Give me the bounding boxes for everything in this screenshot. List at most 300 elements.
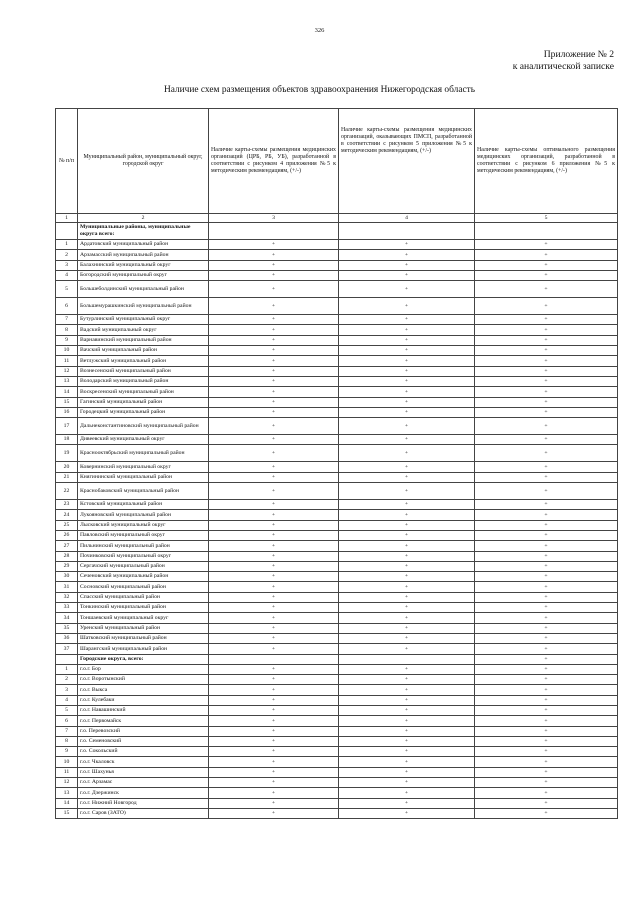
- table-row: [56, 483, 618, 500]
- scheme-fig5-mark: +: [339, 462, 475, 472]
- municipality-name: Лукояновский муниципальный район: [78, 510, 209, 520]
- table-row: [56, 767, 618, 777]
- column-number: 1: [56, 214, 78, 223]
- table-row: [56, 270, 618, 280]
- scheme-fig6-mark: +: [475, 736, 618, 746]
- header-municipality: Муниципальный район, муниципальный округ, городской округ: [78, 109, 209, 214]
- row-number: 14: [56, 387, 78, 397]
- row-number: 12: [56, 778, 78, 788]
- scheme-fig6-mark: +: [475, 346, 618, 356]
- healthcare-schemes-table: [55, 108, 618, 819]
- row-number: 10: [56, 757, 78, 767]
- scheme-fig5-mark: +: [339, 281, 475, 298]
- document-title: Наличие схем размещения объектов здравоохранения Нижегородская область: [163, 85, 476, 95]
- row-number: 26: [56, 530, 78, 540]
- row-number: 13: [56, 376, 78, 386]
- municipality-name: г.о.г. Дзержинск: [78, 788, 209, 798]
- scheme-fig5-mark: +: [339, 592, 475, 602]
- municipality-name: Кстовский муниципальный район: [78, 500, 209, 510]
- table-row: [56, 407, 618, 417]
- scheme-fig4-mark: +: [209, 798, 339, 808]
- scheme-fig5-mark: +: [339, 315, 475, 325]
- scheme-fig4-mark: +: [209, 705, 339, 715]
- table-row: [56, 346, 618, 356]
- municipality-name: Большеболдинский муниципальный район: [78, 281, 209, 298]
- row-number: 36: [56, 633, 78, 643]
- municipality-name: Спасский муниципальный район: [78, 592, 209, 602]
- scheme-fig4-mark: +: [209, 356, 339, 366]
- scheme-fig4-mark: +: [209, 407, 339, 417]
- table-row: [56, 664, 618, 674]
- table-row: [56, 561, 618, 571]
- scheme-fig5-mark: +: [339, 483, 475, 500]
- scheme-fig6-mark: +: [475, 644, 618, 654]
- scheme-fig5-mark: +: [339, 472, 475, 482]
- table-row: [56, 685, 618, 695]
- scheme-fig6-mark: [475, 223, 618, 240]
- scheme-fig4-mark: +: [209, 778, 339, 788]
- row-number: 28: [56, 551, 78, 561]
- scheme-fig4-mark: +: [209, 510, 339, 520]
- scheme-fig4-mark: +: [209, 472, 339, 482]
- column-number: 3: [209, 214, 339, 223]
- municipality-name: Сергачский муниципальный район: [78, 561, 209, 571]
- scheme-fig4-mark: +: [209, 582, 339, 592]
- scheme-fig4-mark: +: [209, 757, 339, 767]
- scheme-fig5-mark: +: [339, 644, 475, 654]
- row-number: 5: [56, 281, 78, 298]
- scheme-fig5-mark: +: [339, 500, 475, 510]
- table-row: [56, 397, 618, 407]
- scheme-fig6-mark: +: [475, 240, 618, 250]
- row-number: 10: [56, 346, 78, 356]
- scheme-fig6-mark: +: [475, 675, 618, 685]
- scheme-fig6-mark: +: [475, 510, 618, 520]
- scheme-fig6-mark: +: [475, 633, 618, 643]
- table-row: [56, 747, 618, 757]
- scheme-fig5-mark: +: [339, 240, 475, 250]
- table-row: [56, 356, 618, 366]
- column-number: 2: [78, 214, 209, 223]
- table-header-row: [56, 109, 618, 214]
- scheme-fig6-mark: +: [475, 757, 618, 767]
- scheme-fig6-mark: +: [475, 561, 618, 571]
- municipality-name: Ардатовский муниципальный район: [78, 240, 209, 250]
- scheme-fig6-mark: +: [475, 613, 618, 623]
- row-number: 16: [56, 407, 78, 417]
- table-row: [56, 281, 618, 298]
- table-row: [56, 520, 618, 530]
- scheme-fig4-mark: +: [209, 736, 339, 746]
- scheme-fig5-mark: +: [339, 435, 475, 445]
- table-row: [56, 623, 618, 633]
- scheme-fig4-mark: +: [209, 397, 339, 407]
- table-row: [56, 705, 618, 715]
- scheme-fig4-mark: +: [209, 644, 339, 654]
- row-number: [56, 654, 78, 664]
- row-number: 12: [56, 366, 78, 376]
- scheme-fig4-mark: +: [209, 500, 339, 510]
- scheme-fig4-mark: +: [209, 240, 339, 250]
- scheme-fig5-mark: +: [339, 613, 475, 623]
- scheme-fig5-mark: +: [339, 335, 475, 345]
- row-number: 34: [56, 613, 78, 623]
- municipality-name: г.о.г. Арзамас: [78, 778, 209, 788]
- scheme-fig5-mark: +: [339, 788, 475, 798]
- scheme-fig5-mark: +: [339, 633, 475, 643]
- scheme-fig6-mark: +: [475, 798, 618, 808]
- municipality-name: Володарский муниципальный район: [78, 376, 209, 386]
- municipality-name: г.о.г. Чкаловск: [78, 757, 209, 767]
- scheme-fig5-mark: +: [339, 726, 475, 736]
- scheme-fig4-mark: +: [209, 462, 339, 472]
- scheme-fig5-mark: +: [339, 366, 475, 376]
- scheme-fig5-mark: +: [339, 376, 475, 386]
- row-number: 9: [56, 335, 78, 345]
- scheme-fig6-mark: +: [475, 315, 618, 325]
- municipality-name: Вознесенский муниципальный район: [78, 366, 209, 376]
- scheme-fig5-mark: +: [339, 520, 475, 530]
- row-number: 3: [56, 685, 78, 695]
- table-row: [56, 472, 618, 482]
- header-number: № п/п: [56, 109, 78, 214]
- row-number: 6: [56, 298, 78, 315]
- municipality-name: г.о.г. Первомайск: [78, 716, 209, 726]
- scheme-fig5-mark: +: [339, 798, 475, 808]
- row-number: 2: [56, 250, 78, 260]
- row-number: 37: [56, 644, 78, 654]
- scheme-fig5-mark: +: [339, 582, 475, 592]
- table-row: [56, 541, 618, 551]
- scheme-fig4-mark: +: [209, 260, 339, 270]
- scheme-fig6-mark: +: [475, 788, 618, 798]
- scheme-fig6-mark: +: [475, 435, 618, 445]
- scheme-fig6-mark: +: [475, 685, 618, 695]
- row-number: 13: [56, 788, 78, 798]
- table-row: [56, 633, 618, 643]
- scheme-fig5-mark: +: [339, 356, 475, 366]
- municipality-name: Тоншаевский муниципальный округ: [78, 613, 209, 623]
- scheme-fig5-mark: +: [339, 736, 475, 746]
- scheme-fig6-mark: +: [475, 366, 618, 376]
- scheme-fig6-mark: +: [475, 716, 618, 726]
- row-number: 18: [56, 435, 78, 445]
- municipality-name: Варнавинский муниципальный район: [78, 335, 209, 345]
- scheme-fig4-mark: +: [209, 520, 339, 530]
- table-row: [56, 716, 618, 726]
- row-number: 7: [56, 315, 78, 325]
- scheme-fig6-mark: +: [475, 705, 618, 715]
- scheme-fig6-mark: +: [475, 335, 618, 345]
- scheme-fig6-mark: +: [475, 695, 618, 705]
- scheme-fig6-mark: +: [475, 250, 618, 260]
- table-row: [56, 757, 618, 767]
- scheme-fig5-mark: +: [339, 387, 475, 397]
- scheme-fig6-mark: +: [475, 778, 618, 788]
- municipality-name: Краснобаковский муниципальный район: [78, 483, 209, 500]
- row-number: 22: [56, 483, 78, 500]
- municipality-name: Пильнинский муниципальный район: [78, 541, 209, 551]
- table-row: [56, 603, 618, 613]
- municipality-name: Городецкий муниципальный район: [78, 407, 209, 417]
- row-number: 20: [56, 462, 78, 472]
- column-numbers-row: [56, 214, 618, 223]
- scheme-fig4-mark: +: [209, 623, 339, 633]
- municipality-name: Шарангский муниципальный район: [78, 644, 209, 654]
- scheme-fig4-mark: +: [209, 716, 339, 726]
- scheme-fig6-mark: +: [475, 407, 618, 417]
- scheme-fig5-mark: +: [339, 418, 475, 435]
- scheme-fig4-mark: +: [209, 281, 339, 298]
- municipality-name: Вачский муниципальный район: [78, 346, 209, 356]
- scheme-fig6-mark: +: [475, 654, 618, 664]
- header-scheme-fig5: Наличие карты-схемы размещения медицинских организаций, оказывающих ПМСП, разработанной в соответствии с рисунком 5 приложения №5 к методическим рекомендациям, (+/-): [339, 109, 475, 214]
- table-row: [56, 435, 618, 445]
- scheme-fig5-mark: +: [339, 346, 475, 356]
- scheme-fig5-mark: +: [339, 695, 475, 705]
- scheme-fig4-mark: +: [209, 483, 339, 500]
- row-number: 3: [56, 260, 78, 270]
- scheme-fig5-mark: +: [339, 510, 475, 520]
- scheme-fig4-mark: +: [209, 613, 339, 623]
- municipality-name: Бутурлинский муниципальный округ: [78, 315, 209, 325]
- table-row: [56, 298, 618, 315]
- municipality-name: Лысковский муниципальный округ: [78, 520, 209, 530]
- municipality-name: г.о.г. Саров (ЗАТО): [78, 808, 209, 818]
- scheme-fig4-mark: +: [209, 530, 339, 540]
- scheme-fig6-mark: +: [475, 500, 618, 510]
- appendix-reference: [513, 49, 614, 73]
- scheme-fig4-mark: +: [209, 572, 339, 582]
- scheme-fig5-mark: +: [339, 270, 475, 280]
- table-row: [56, 376, 618, 386]
- scheme-fig6-mark: +: [475, 281, 618, 298]
- scheme-fig6-mark: +: [475, 767, 618, 777]
- table-row: [56, 736, 618, 746]
- scheme-fig4-mark: +: [209, 808, 339, 818]
- municipality-name: Уренский муниципальный район: [78, 623, 209, 633]
- scheme-fig6-mark: +: [475, 582, 618, 592]
- table-row: [56, 808, 618, 818]
- row-number: 7: [56, 726, 78, 736]
- scheme-fig6-mark: +: [475, 747, 618, 757]
- scheme-fig4-mark: +: [209, 561, 339, 571]
- scheme-fig5-mark: +: [339, 778, 475, 788]
- municipality-name: Воскресенский муниципальный район: [78, 387, 209, 397]
- scheme-fig5-mark: +: [339, 397, 475, 407]
- scheme-fig6-mark: +: [475, 270, 618, 280]
- scheme-fig6-mark: +: [475, 530, 618, 540]
- row-number: 6: [56, 716, 78, 726]
- table-row: [56, 788, 618, 798]
- column-number: 4: [339, 214, 475, 223]
- municipality-name: Ковернинский муниципальный округ: [78, 462, 209, 472]
- table-row: [56, 445, 618, 462]
- table-row: [56, 387, 618, 397]
- scheme-fig4-mark: +: [209, 376, 339, 386]
- row-number: 1: [56, 240, 78, 250]
- scheme-fig6-mark: +: [475, 572, 618, 582]
- municipality-name: Муниципальные районы, муниципальные округа всего:: [78, 223, 209, 240]
- scheme-fig5-mark: +: [339, 530, 475, 540]
- row-number: 23: [56, 500, 78, 510]
- scheme-fig6-mark: +: [475, 418, 618, 435]
- row-number: 5: [56, 705, 78, 715]
- table-section-row: [56, 223, 618, 240]
- scheme-fig5-mark: +: [339, 325, 475, 335]
- scheme-fig5-mark: +: [339, 603, 475, 613]
- table-row: [56, 695, 618, 705]
- scheme-fig5-mark: +: [339, 561, 475, 571]
- scheme-fig5-mark: +: [339, 685, 475, 695]
- scheme-fig6-mark: +: [475, 325, 618, 335]
- scheme-fig4-mark: +: [209, 366, 339, 376]
- table-row: [56, 798, 618, 808]
- scheme-fig4-mark: +: [209, 346, 339, 356]
- scheme-fig6-mark: +: [475, 445, 618, 462]
- row-number: 33: [56, 603, 78, 613]
- municipality-name: г.о.г. Нижний Новгород: [78, 798, 209, 808]
- municipality-name: г.о. Перевозский: [78, 726, 209, 736]
- scheme-fig5-mark: +: [339, 757, 475, 767]
- scheme-fig5-mark: +: [339, 260, 475, 270]
- row-number: 1: [56, 664, 78, 674]
- row-number: 4: [56, 270, 78, 280]
- column-number: 5: [475, 214, 618, 223]
- scheme-fig5-mark: +: [339, 675, 475, 685]
- scheme-fig6-mark: +: [475, 726, 618, 736]
- municipality-name: Большемурашкинский муниципальный район: [78, 298, 209, 315]
- row-number: 17: [56, 418, 78, 435]
- scheme-fig6-mark: +: [475, 397, 618, 407]
- row-number: 9: [56, 747, 78, 757]
- table-row: [56, 250, 618, 260]
- scheme-fig5-mark: +: [339, 664, 475, 674]
- scheme-fig6-mark: +: [475, 298, 618, 315]
- scheme-fig5-mark: +: [339, 623, 475, 633]
- scheme-fig6-mark: +: [475, 808, 618, 818]
- scheme-fig4-mark: +: [209, 270, 339, 280]
- table-row: [56, 675, 618, 685]
- municipality-name: Сосновский муниципальный район: [78, 582, 209, 592]
- row-number: 8: [56, 736, 78, 746]
- table-row: [56, 644, 618, 654]
- row-number: 11: [56, 356, 78, 366]
- table-row: [56, 418, 618, 435]
- scheme-fig6-mark: +: [475, 356, 618, 366]
- scheme-fig5-mark: [339, 223, 475, 240]
- scheme-fig4-mark: +: [209, 726, 339, 736]
- appendix-line-1: Приложение № 2: [543, 49, 614, 60]
- row-number: 29: [56, 561, 78, 571]
- page-number: 326: [314, 27, 325, 34]
- scheme-fig6-mark: +: [475, 541, 618, 551]
- row-number: 19: [56, 445, 78, 462]
- scheme-fig5-mark: +: [339, 551, 475, 561]
- scheme-fig4-mark: +: [209, 387, 339, 397]
- scheme-fig4-mark: +: [209, 315, 339, 325]
- municipality-name: Ветлужский муниципальный район: [78, 356, 209, 366]
- scheme-fig4-mark: +: [209, 603, 339, 613]
- municipality-name: г.о.г. Навашинский: [78, 705, 209, 715]
- municipality-name: Шатковский муниципальный район: [78, 633, 209, 643]
- municipality-name: Дивеевский муниципальный округ: [78, 435, 209, 445]
- municipality-name: Тонкинский муниципальный район: [78, 603, 209, 613]
- row-number: 4: [56, 695, 78, 705]
- row-number: 31: [56, 582, 78, 592]
- row-number: 30: [56, 572, 78, 582]
- scheme-fig4-mark: +: [209, 788, 339, 798]
- scheme-fig6-mark: +: [475, 260, 618, 270]
- scheme-fig4-mark: +: [209, 747, 339, 757]
- scheme-fig5-mark: +: [339, 572, 475, 582]
- scheme-fig6-mark: +: [475, 387, 618, 397]
- municipality-name: Павловский муниципальный округ: [78, 530, 209, 540]
- municipality-name: г.о.г. Бор: [78, 664, 209, 674]
- scheme-fig4-mark: +: [209, 541, 339, 551]
- scheme-fig6-mark: +: [475, 664, 618, 674]
- scheme-fig6-mark: +: [475, 472, 618, 482]
- scheme-fig6-mark: +: [475, 376, 618, 386]
- municipality-name: Краснооктябрьский муниципальный район: [78, 445, 209, 462]
- scheme-fig4-mark: +: [209, 298, 339, 315]
- row-number: 24: [56, 510, 78, 520]
- table-row: [56, 315, 618, 325]
- scheme-fig5-mark: +: [339, 250, 475, 260]
- scheme-fig4-mark: +: [209, 435, 339, 445]
- table-row: [56, 551, 618, 561]
- row-number: 15: [56, 397, 78, 407]
- table-row: [56, 260, 618, 270]
- municipality-name: Починковский муниципальный округ: [78, 551, 209, 561]
- table-row: [56, 240, 618, 250]
- scheme-fig4-mark: +: [209, 685, 339, 695]
- scheme-fig6-mark: +: [475, 462, 618, 472]
- scheme-fig5-mark: +: [339, 705, 475, 715]
- row-number: 2: [56, 675, 78, 685]
- row-number: 25: [56, 520, 78, 530]
- row-number: [56, 223, 78, 240]
- scheme-fig5-mark: +: [339, 541, 475, 551]
- table-row: [56, 530, 618, 540]
- municipality-name: Арзамасский муниципальный район: [78, 250, 209, 260]
- scheme-fig6-mark: +: [475, 483, 618, 500]
- scheme-fig4-mark: [209, 654, 339, 664]
- table-row: [56, 582, 618, 592]
- municipality-name: Богородский муниципальный округ: [78, 270, 209, 280]
- scheme-fig5-mark: +: [339, 407, 475, 417]
- scheme-fig4-mark: +: [209, 250, 339, 260]
- scheme-fig6-mark: +: [475, 603, 618, 613]
- scheme-fig5-mark: +: [339, 298, 475, 315]
- municipality-name: г.о.г. Кулебаки: [78, 695, 209, 705]
- scheme-fig4-mark: +: [209, 767, 339, 777]
- row-number: 27: [56, 541, 78, 551]
- table-row: [56, 500, 618, 510]
- scheme-fig4-mark: +: [209, 445, 339, 462]
- row-number: 14: [56, 798, 78, 808]
- scheme-fig6-mark: +: [475, 520, 618, 530]
- table-row: [56, 726, 618, 736]
- scheme-fig4-mark: +: [209, 418, 339, 435]
- row-number: 11: [56, 767, 78, 777]
- municipality-name: Сеченовский муниципальный район: [78, 572, 209, 582]
- scheme-fig4-mark: +: [209, 325, 339, 335]
- scheme-fig4-mark: +: [209, 592, 339, 602]
- table-row: [56, 462, 618, 472]
- row-number: 15: [56, 808, 78, 818]
- scheme-fig5-mark: [339, 654, 475, 664]
